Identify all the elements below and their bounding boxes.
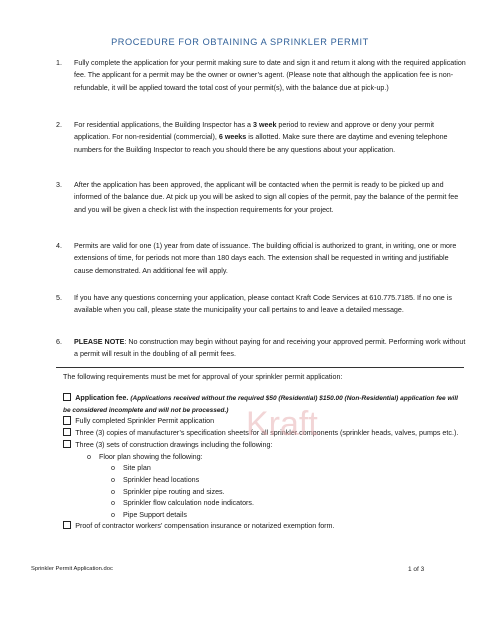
step-emphasis: 3 week: [253, 121, 277, 129]
floor-plan-subitem: [63, 498, 465, 510]
step-text: Fully complete the application for your permit making sure to date and sign it and return it along with the required application fee. The applicant for a permit may be the owner or owner’s agent. (Please note that although the application fee is non-refundable, it will be applied toward the total cost of your permit(s), with the balance due at pick-up.): [74, 59, 466, 92]
footer-filename: Sprinkler Permit Application.doc: [31, 566, 113, 572]
circle-bullet-icon: o: [111, 464, 115, 473]
circle-bullet-icon: o: [111, 499, 115, 508]
watermark: Kraft: [246, 405, 318, 443]
fee-note: (Applications received without the required $50 (Residential) $150.00 (Non-Residential) application fee will be considered incomplete and will not be processed.): [63, 395, 458, 414]
subitem-label: Site plan: [123, 464, 151, 473]
step-number: 4.: [56, 242, 62, 250]
step-3: [56, 179, 466, 216]
step-text: If you have any questions concerning your application, please contact Kraft Code Services at 610.775.7185. If no one is available when you call, please state the municipality your call pertains to and leave a detailed message.: [74, 294, 452, 315]
requirement-label: Three (3) sets of construction drawings including the following:: [75, 441, 273, 450]
checkbox-icon: [63, 521, 71, 529]
step-4: [56, 240, 466, 277]
subitem-label: Pipe Support details: [123, 510, 187, 519]
requirement-label: Three (3) copies of manufacturer’s specification sheets for all sprinkler components (sprinkler heads, valves, pumps etc.).: [75, 429, 459, 438]
subitem-label: Sprinkler flow calculation node indicators.: [123, 499, 254, 508]
page-title: PROCEDURE FOR OBTAINING A SPRINKLER PERMIT: [111, 37, 369, 47]
requirement-label: Proof of contractor workers’ compensation insurance or notarized exemption form.: [75, 522, 335, 531]
step-1: [56, 57, 466, 94]
circle-bullet-icon: o: [111, 487, 115, 496]
requirement-label: Floor plan showing the following:: [99, 452, 203, 461]
requirement-label: Application fee.: [75, 394, 129, 403]
step-6: [56, 336, 466, 361]
floor-plan-subitem: [63, 510, 465, 522]
step-number: 6.: [56, 338, 62, 346]
subitem-label: Sprinkler head locations: [123, 475, 200, 484]
footer-page-number: 1 of 3: [408, 566, 425, 573]
step-5: [56, 292, 466, 317]
floor-plan-subitem: [63, 487, 465, 499]
checkbox-icon: [63, 428, 71, 436]
circle-bullet-icon: o: [111, 475, 115, 484]
subitem-label: Sprinkler pipe routing and sizes.: [123, 487, 225, 496]
step-text-part: For residential applications, the Building Inspector has a: [74, 121, 254, 129]
checkbox-icon: [63, 440, 71, 448]
step-text-part: period to review and approve or deny your permit application. For non-residential (commercial),: [74, 121, 435, 142]
step-text: After the application has been approved, the applicant will be contacted when the permit is ready to be picked up and informed of the balance due. At pick up you will be asked to sign all copies of the permit, pay the balance of the permit fee and you will be given a check list with the inspection requirements for your project.: [74, 181, 459, 214]
step-number: 3.: [56, 181, 62, 189]
step-text: [74, 119, 466, 156]
step-number: 2.: [56, 121, 62, 129]
circle-bullet-icon: o: [111, 510, 115, 519]
checkbox-icon: [63, 393, 71, 401]
floor-plan-item: [63, 452, 465, 464]
step-emphasis: 6 weeks: [218, 133, 247, 142]
step-text: [74, 336, 466, 361]
section-divider: [56, 367, 464, 368]
step-text: Permits are valid for one (1) year from date of issuance. The building official is authorized to grant, in writing, one or more extensions of time, for periods not more than 180 days each. The extension shall be requested in writing and justifiable cause demonstrated. An additional fee will apply.: [74, 242, 457, 275]
step-number: 5.: [56, 294, 62, 302]
step-text-part: is allotted. Make sure there are daytime and evening telephone numbers for the Building Inspector to reach you should there be any questions about your application.: [74, 133, 448, 154]
step-text-part: : No construction may begin without paying for and receiving your approved permit. Performing work without a permit will result in the doubling of all permit fees.: [74, 338, 466, 359]
step-number: 1.: [56, 59, 62, 67]
floor-plan-subitem: [63, 475, 465, 487]
requirement-label: Fully completed Sprinkler Permit application: [75, 417, 215, 426]
floor-plan-subitem: [63, 463, 465, 475]
circle-bullet-icon: o: [87, 452, 91, 461]
step-emphasis: PLEASE NOTE: [74, 338, 125, 346]
requirements-intro: The following requirements must be met for approval of your sprinkler permit application:: [63, 373, 343, 381]
step-2: [56, 119, 466, 156]
checkbox-icon: [63, 416, 71, 424]
requirement-insurance: [63, 521, 465, 533]
